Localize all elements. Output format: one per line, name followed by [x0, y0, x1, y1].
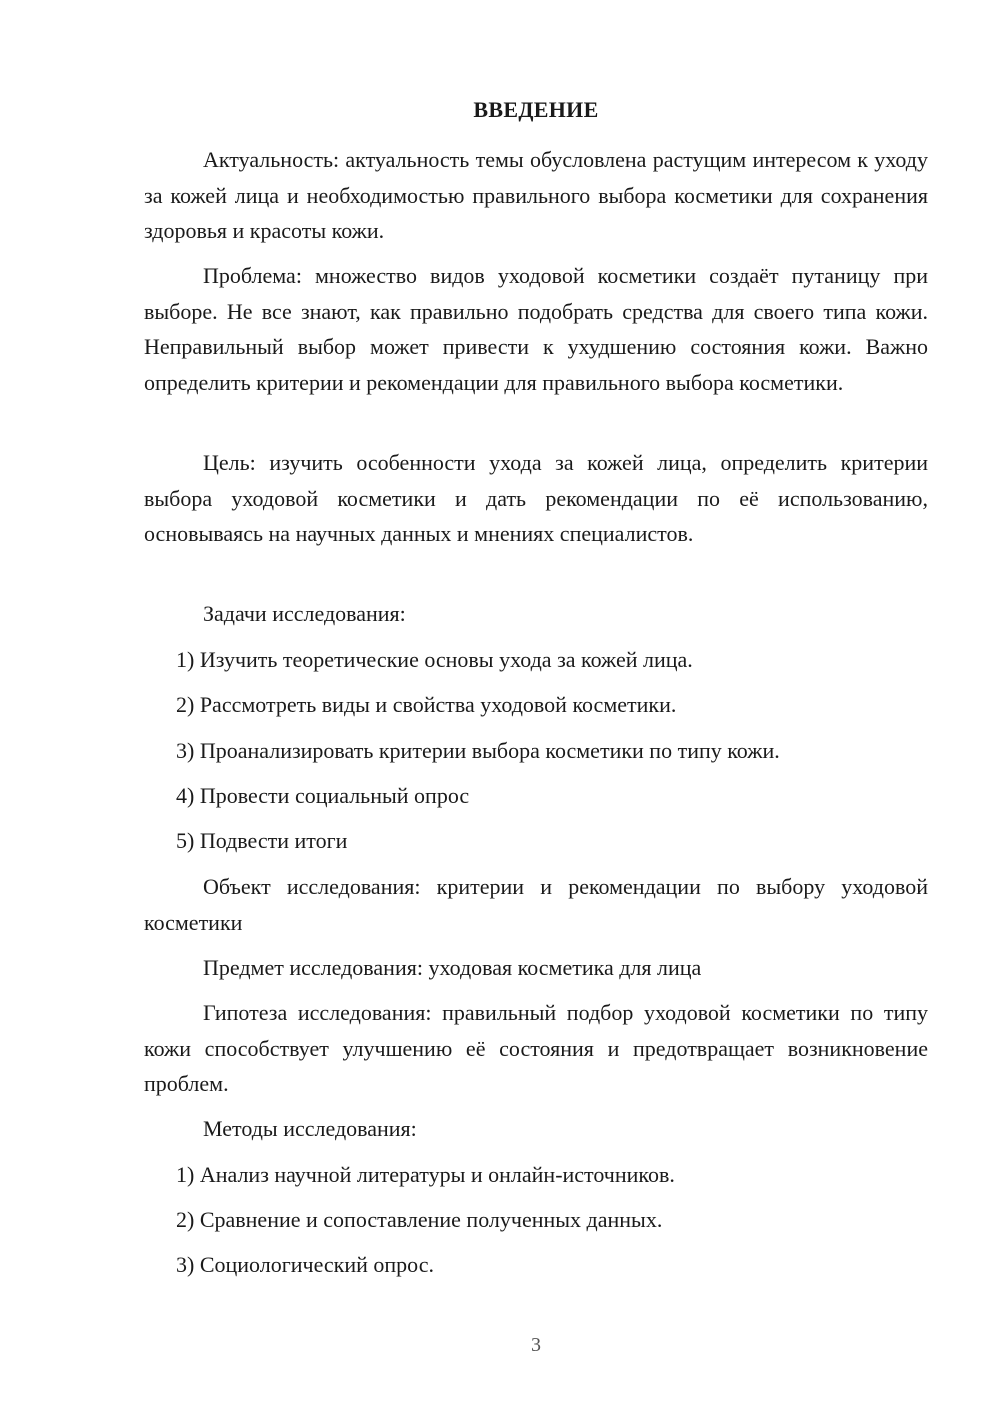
method-item-1: 1) Анализ научной литературы и онлайн-источников.	[176, 1162, 675, 1187]
subject-paragraph: Предмет исследования: уходовая косметика для лица	[203, 955, 702, 980]
task-item-2: 2) Рассмотреть виды и свойства уходовой косметики.	[176, 692, 677, 717]
methods-heading: Методы исследования:	[203, 1116, 417, 1141]
tasks-heading: Задачи исследования:	[203, 601, 406, 626]
page-number: 3	[531, 1334, 541, 1356]
task-item-3: 3) Проанализировать критерии выбора косметики по типу кожи.	[176, 738, 780, 763]
section-title: ВВЕДЕНИЕ	[473, 97, 599, 122]
task-item-5: 5) Подвести итоги	[176, 828, 348, 853]
problem-paragraph: Проблема: множество видов уходовой косметики создаёт путаницу при выборе. Не все знают, как правильно подобрать средства для своего типа кожи. Неправильный выбор может привести к ухудшению состояния кожи. Важно определить критерии и рекомендации для правильного выбора косметики.	[144, 263, 928, 395]
hypothesis-paragraph: Гипотеза исследования: правильный подбор уходовой косметики по типу кожи способствует улучшению её состояния и предотвращает возникновение проблем.	[144, 1000, 928, 1096]
method-item-2: 2) Сравнение и сопоставление полученных данных.	[176, 1207, 663, 1232]
goal-paragraph: Цель: изучить особенности ухода за кожей лица, определить критерии выбора уходовой косметики и дать рекомендации по её использованию, основываясь на научных данных и мнениях специалистов.	[144, 450, 928, 546]
task-item-4: 4) Провести социальный опрос	[176, 783, 470, 808]
method-item-3: 3) Социологический опрос.	[176, 1252, 434, 1277]
object-paragraph: Объект исследования: критерии и рекомендации по выбору уходовой косметики	[144, 874, 928, 935]
relevance-paragraph: Актуальность: актуальность темы обусловлена растущим интересом к уходу за кожей лица и необходимостью правильного выбора косметики для сохранения здоровья и красоты кожи.	[144, 147, 928, 243]
task-item-1: 1) Изучить теоретические основы ухода за кожей лица.	[176, 647, 693, 672]
